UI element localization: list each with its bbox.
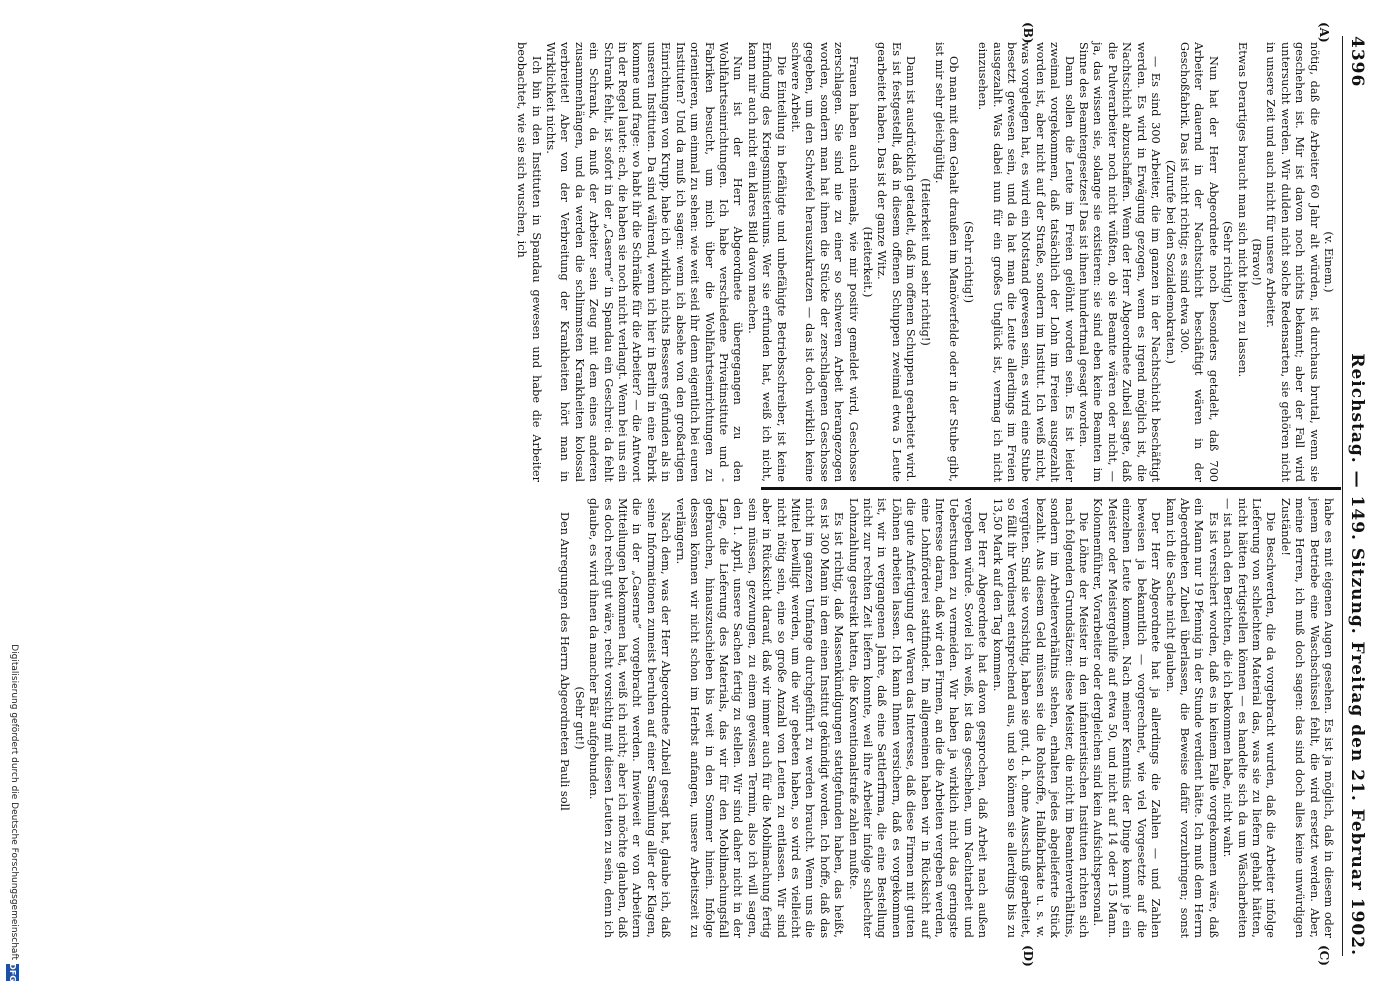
left-column-paragraph: Frauen haben auch niemals, wie mir positiv gemeldet wird, Geschosse zerschlagen. Sie sind nie zu einer so schweren Arbeit herangezogen worden, sondern man hat ihnen die Stücke der zerschlagenen Geschosse gegeben, um den Schwefel herauszukratzen — das ist doch wirklich keine schwere Arbeit. — [788, 42, 860, 482]
left-column-paragraph: nötig, daß die Arbeiter 60 Jahr alt würden, ist durchaus brutal, wenn sie geschehen ist. Mir ist davon noch nichts bekannt; aber der Fall wird untersucht werden. Wir dulden nicht solche Redensarten, sie gehören nicht in unsere Zeit und auch nicht für unsere Arbeiter. — [1264, 42, 1321, 482]
page-header — [1343, 36, 1371, 956]
margin-label-a: (A) — [1317, 22, 1331, 43]
left-column-paragraph: Ich bin in den Instituten in Spandau gewesen und habe die Arbeiter beobachtet, wie sie sich wuschen, ich — [515, 42, 543, 482]
right-column-paragraph: Der Herr Abgeordnete hat ja allerdings die Zahlen — und Zahlen beweisen ja bekanntlich — vorgerechnet, wie viel Vorgesetzte auf die einzelnen Leute kommen. Nach meiner Kenntnis der Dinge kommt je ein Meister oder Meistergehilfe auf etwa 50, und nicht auf 14 oder 15 Mann. Kolonnenführer, Vorarbeiter oder dergleichen sind kein Aufsichtspersonal. — [1091, 498, 1163, 938]
left-column-paragraph: — Es sind 300 Arbeiter, die im ganzen in der Nachtschicht beschäftigt werden. Es wird in Erwägung gezogen, wenn es irgend möglich ist, die Nachtschicht abzuschaffen. Wenn der Herr Abgeordnete Zubeil sagte, daß die Pulverarbeiter noch nicht wüßten, ob sie Beamte wären oder nicht, — ja, das wissen sie, solange sie existieren: sie sind eben keine Beamten im Sinne des Beamtengesetzes! Das ist ihnen hundertmal gesagt worden. — [1077, 42, 1163, 482]
left-column-paragraph: (Heiterkeit und sehr richtig!) — [918, 178, 932, 346]
left-column — [515, 42, 1335, 482]
left-column-paragraph: (Bravo!) — [1249, 238, 1263, 286]
left-column-paragraph: Die Einteilung in befähigte und unbefähigte Betriebsschreiber, ist keine Erfindung des Kriegsministeriums. Wer sie erfunden hat, weiß ich nicht, kann mir auch nicht ein klares Bild davon machen. — [745, 42, 788, 482]
margin-label-b: (B) — [1021, 22, 1035, 44]
left-column-paragraph: (Heiterkeit.) — [861, 226, 874, 298]
left-column-paragraph: (Sehr richtig!) — [961, 220, 975, 304]
right-column-paragraph: Die Beschwerden, die da vorgebracht wurden, daß die Arbeiter infolge Lieferung von schlechtem Material das, was sie zu liefern gehabt hätten, nicht hätten fertigstellen können — es handelte sich da um Wäscharbeiten — ist nach den Berichten, die ich bekommen habe, nicht wahr. — [1221, 498, 1278, 938]
column-divider — [761, 487, 1341, 490]
page-number: 4396 — [1347, 36, 1367, 88]
right-column-paragraph: Nach dem, was der Herr Abgeordnete Zubeil gesagt hat, glaube ich, daß seine Informationen zumeist beruhen auf einer Sammlung aller der Klagen, die in der „Caserne“ vorgebracht werden. Inwieweit er von Arbeitern Mitteilungen bekommen hat, weiß ich nicht; aber ich möchte glauben, daß es doch recht gut wäre, recht vorsichtig mit diesen Leuten zu sein, denn ich glaube, es wird ihnen da mancher Bär aufgebunden. — [587, 498, 673, 938]
right-column-paragraph: habe es mit eigenen Augen gesehen. Es ist ja möglich, daß in diesem oder jenem Betriebe eine Waschschüssel fehlt, die wird ersetzt werden. Aber, meine Herren, ich muß doch sagen: das sind doch alles keine unwürdigen Zustände! — [1278, 498, 1335, 938]
header-rule — [1342, 36, 1343, 956]
right-column-paragraph: Es ist richtig, daß Massenkündigungen stattgefunden haben, das heißt, es ist 300 Mann in dem einen Institut gekündigt worden. Ich hoffe, daß das nicht im ganzen Umfange durchgeführt zu werden braucht. Wenn uns die Mittel bewilligt werden, um die wir gebeten haben, so wird es vielleicht nicht nötig sein, eine so große Anzahl von Leuten zu entlassen. Wir sind aber in Rücksicht darauf, daß wir immer auch für die Mobilmachung fertig sein müssen, gezwungen, zu einem gewissen Termin, also ich will sagen, den 1. April, unsere Sachen fertig zu stellen. Wir sind daher nicht in der Lage, die Lieferung des Materials, das wir für den Mobilmachungsfall gebrauchen, hinauszuschieben bis weit in den Sommer hinein. Infolge dessen können wir nicht schon im Herbst anfangen, unsere Arbeitszeit zu verlängern. — [673, 498, 846, 938]
right-column-paragraph: Es ist versichert worden, daß es in keinem Falle vorgekommen wäre, daß ein Mann nur 19 Pfennig in der Stunde verdient hätte. Ich muß dem Herrn Abgeordneten Zubeil überlassen, die Beweise dafür vorzubringen; sonst kann ich die Sache nicht glauben. — [1163, 498, 1220, 938]
left-column-paragraph: Dann sollen die Leute im Freien gelöhnt worden sein. Es ist leider zweimal vorgekommen, daß tatsächlich der Lohn im Freien ausgezahlt worden ist, aber nicht auf der Straße, sondern im Institut. Ich weiß nicht, was vorgelegen hat, es wird ein Notstand gewesen sein, es wird eine Stube besetzt gewesen sein, und da hat man die Leute allerdings im Freien ausgezahlt. Was dabei nun für ein großes Unglück ist, vermag ich nicht einzusehen. — [976, 42, 1076, 482]
right-column-paragraph: Der Herr Abgeordnete hat davon gesprochen, daß Arbeit nach außen vergeben würde. Soviel ich weiß, ist das geschehen, um Nachtarbeit und Ueberstunden zu vermeiden. Wir haben ja wirklich nicht das geringste Interesse daran, daß wir den Firmen, an die die Arbeiten vergeben werden, eine Lohnförderei stattfindet. Im allgemeinen haben wir in Rücksicht auf die gute Anfertigung der Waren das Interesse, daß diese Firmen mit guten Löhnen arbeiten lassen. Ich kann Ihnen versichern, daß es vorgekommen ist, wir in vergangenen Jahre, daß eine Sattlerfirma, die eine Bestellung nicht zur rechten Zeit liefern konnte, weil ihre Arbeiter infolge schlechter Lohnzahlung gestreikt hatten, die Konventionalstrafe zahlen mußte. — [846, 498, 990, 938]
page-title: Reichstag. — 149. Sitzung. Freitag den 21. Februar 1902. — [1347, 353, 1367, 956]
dfg-logo-icon: DFG — [8, 963, 17, 982]
left-column-paragraph: (Sehr richtig!) — [1221, 220, 1235, 304]
right-column — [558, 498, 1335, 938]
right-column-paragraph: Den Anregungen des Herrn Abgeordneten Pauli soll — [558, 512, 572, 811]
left-column-paragraph: (Zurufe bei den Sozialdemokraten.) — [1163, 160, 1177, 364]
left-column-paragraph: Nun hat der Herr Abgeordnete noch besonders getadelt, daß 700 Arbeiter dauernd in der Nachtschicht beschäftigt wären in der Geschoßfabrik. Das ist nicht richtig; es sind etwa 300. — [1177, 42, 1220, 482]
right-column-paragraph: (Sehr gut!) — [572, 686, 586, 750]
left-column-paragraph: Dann ist ausdrücklich getadelt, daß im offenen Schuppen gearbeitet wird. Es ist festgestellt, daß in diesem offenen Schuppen zweimal etwa 5 Leute gearbeitet haben. Das ist der ganze Witz. — [875, 42, 918, 482]
left-column-paragraph: Nun ist der Herr Abgeordnete übergegangen zu den Wohlfahrtseinrichtungen. Ich habe verschiedene Privatinstitute und -Fabriken besucht, um mich über die Wohlfahrtseinrichtungen zu orientieren, um einmal zu sehen: wie weit seid ihr denn eigentlich bei euren Instituten? Und da muß ich sagen: wenn ich absehe von den großartigen Einrichtungen von Krupp, habe ich wirklich nichts Besseres gefunden als in unseren Instituten. Da sind während, wenn ich hier in Berlin in eine Fabrik komme und frage: wo habt ihr die Schränke für die Arbeiter? — die Antwort in der Regel lautet: ach, die haben sie noch nicht verlangt. Wenn bei uns ein Schrank fehlt, ist sofort in der „Caserne“ in Spandau ein Geschrei: da fehlt ein Schrank, da muß der Arbeiter sein Zeug mit dem eines anderen zusammenhängen, und da werden die schlimmsten Krankheiten kolossal verbreitet! Aber von der Verbreitung der Krankheiten hört man in Wirklichkeit nichts. — [544, 42, 745, 482]
left-column-paragraph: Etwas Derartiges braucht man sich nicht bieten zu lassen. — [1235, 42, 1249, 378]
margin-label-c: (C) — [1317, 945, 1331, 966]
left-column-paragraph: Ob man mit dem Gehalt draußen im Manöverfelde oder in der Stube gibt, ist mir sehr gleichgültig. — [933, 42, 961, 482]
right-column-paragraph: Die Löhne der Meister in den infanteristischen Instituten richten sich nach folgenden Grundsätzen: diese Meister, die nicht im Beamtenverhältnis, sondern im Arbeiterverhältnis stehen, erhalten jedes abgelieferte Stück bezahlt. Aus diesem Geld müssen sie die Rohstoffe, Halbfabrikate u. s. w. vergüten. Sind sie vorsichtig, haben sie gut, d. h. ohne Ausschuß gearbeitet, so fällt ihr Verdienst entsprechend aus, und so können sie allerdings bis zu 13,50 Mark auf den Tag kommen. — [990, 498, 1091, 938]
left-column-paragraph: (v. Einem.) — [1322, 231, 1335, 293]
digitization-credit: Digitalisierung gefördert durch die Deutsche Forschungsgemeinschaft — [9, 644, 19, 960]
margin-label-d: (D) — [1021, 945, 1035, 967]
